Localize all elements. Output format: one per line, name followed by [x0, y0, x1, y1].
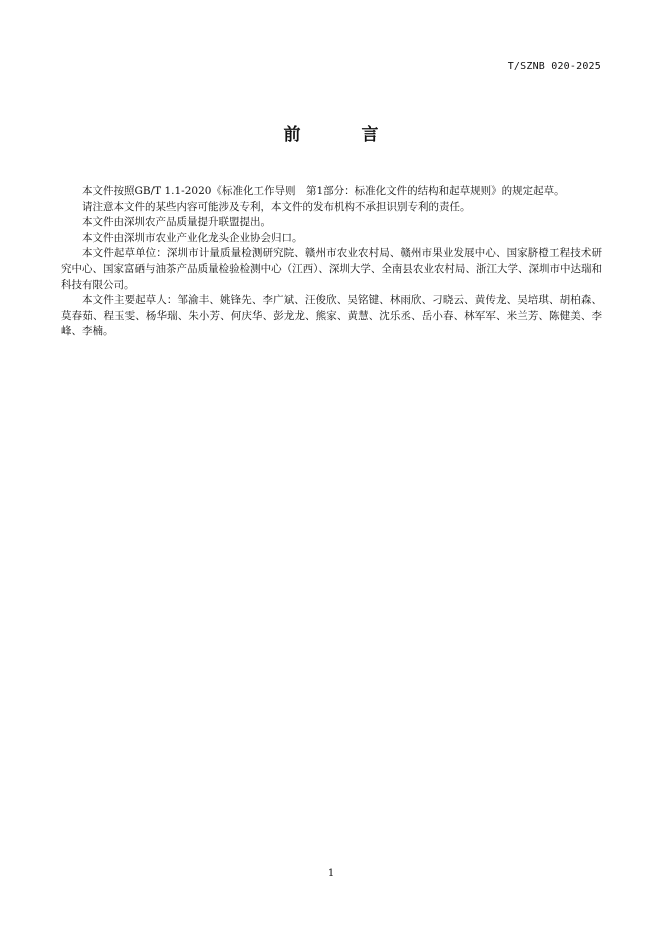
paragraph-proposer: 本文件由深圳农产品质量提升联盟提出。 — [82, 216, 271, 229]
paragraph-drafting-units: 本文件起草单位：深圳市计量质量检测研究院、赣州市农业农村局、赣州市果业发展中心、国家脐橙工程技术研究中心、国家富硒与油茶产品质量检验检测中心（江西）、深圳大学、全南县农业农村局、浙江大学、深圳市中达瑞和科技有限公司。 — [61, 247, 602, 291]
paragraph-patent-notice: 请注意本文件的某些内容可能涉及专利，本文件的发布机构不承担识别专利的责任。 — [82, 200, 471, 213]
paragraph-drafters: 本文件主要起草人：邹渝丰、姚锋先、李广斌、汪俊欣、吴铭键、林雨欣、刁晓云、黄传龙、吴培琪、胡柏森、莫春茹、程玉雯、杨华瑞、朱小芳、何庆华、彭龙龙、熊家、黄慧、沈乐丞、岳小春、林军军、米兰芳、陈健美、李峰、李楠。 — [61, 294, 602, 338]
page-number: 1 — [327, 868, 335, 879]
page-title: 前 言 — [283, 125, 401, 145]
foreword-body — [61, 184, 602, 340]
document-code: T/SZNB 020-2025 — [507, 61, 601, 72]
paragraph-administrator: 本文件由深圳市农业产业化龙头企业协会归口。 — [82, 231, 303, 244]
paragraph-drafting-rules: 本文件按照GB/T 1.1-2020《标准化工作导则 第1部分：标准化文件的结构和起草规则》的规定起草。 — [82, 185, 565, 197]
